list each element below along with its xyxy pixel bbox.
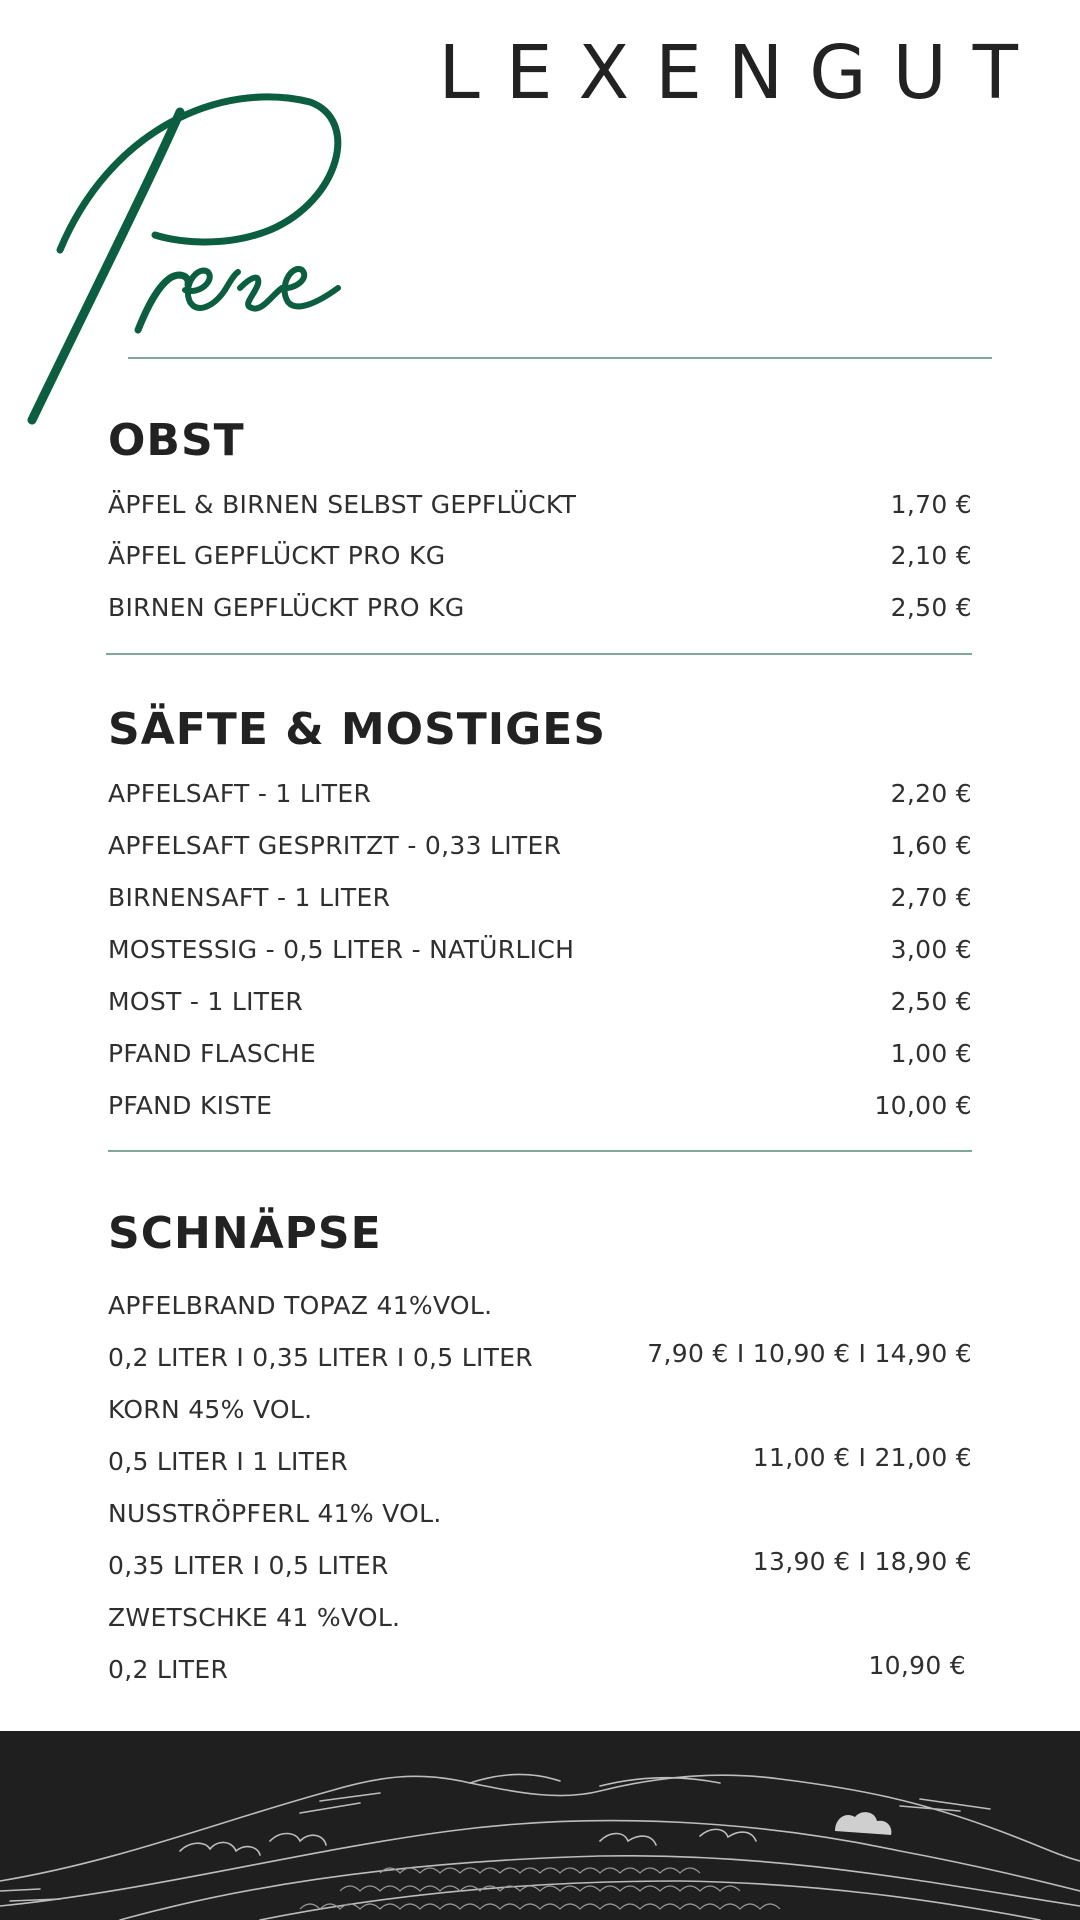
list-item [108, 1649, 966, 1689]
item-name: PFAND FLASCHE [108, 1038, 316, 1068]
item-price: 3,00 € [890, 934, 972, 964]
item-price: 10,90 € [868, 1650, 966, 1680]
item-price: 1,70 € [890, 489, 972, 519]
item-name: PFAND KISTE [108, 1090, 273, 1120]
item-name: ÄPFEL GEPFLÜCKT PRO KG [108, 540, 446, 570]
item-price: 10,00 € [874, 1090, 972, 1120]
item-name: APFELSAFT - 1 LITER [108, 778, 372, 808]
list-item [108, 587, 972, 627]
item-sizes: 0,2 LITER I 0,35 LITER I 0,5 LITER [108, 1342, 533, 1372]
item-name: MOST - 1 LITER [108, 986, 304, 1016]
list-item [108, 1441, 972, 1481]
section-title-schnaepse: SCHNÄPSE [108, 1208, 382, 1259]
list-item [108, 929, 972, 969]
item-name: KORN 45% VOL. [108, 1395, 313, 1424]
list-item [108, 877, 972, 917]
item-price: 2,50 € [890, 986, 972, 1016]
item-price: 11,00 € I 21,00 € [752, 1442, 972, 1472]
item-sizes: 0,2 LITER [108, 1654, 229, 1684]
section-divider [108, 1150, 972, 1152]
item-name: MOSTESSIG - 0,5 LITER - NATÜRLICH [108, 934, 575, 964]
item-price: 2,20 € [890, 778, 972, 808]
item-name: ZWETSCHKE 41 %VOL. [108, 1603, 401, 1632]
list-item [108, 1033, 972, 1073]
list-item [108, 535, 972, 575]
title-script-preise [20, 90, 350, 430]
item-price: 1,60 € [890, 830, 972, 860]
item-name: BIRNEN GEPFLÜCKT PRO KG [108, 592, 465, 622]
item-price: 7,90 € I 10,90 € I 14,90 € [647, 1338, 972, 1368]
item-price: 2,70 € [890, 882, 972, 912]
item-price: 2,10 € [890, 540, 972, 570]
list-item [108, 1545, 972, 1585]
item-name: APFELSAFT GESPRITZT - 0,33 LITER [108, 830, 562, 860]
list-item [108, 773, 972, 813]
list-item [108, 484, 972, 524]
item-sizes: 0,35 LITER I 0,5 LITER [108, 1550, 389, 1580]
list-item [108, 1085, 972, 1125]
brand-logo: LEXENGUT [438, 30, 1044, 116]
title-divider [128, 357, 992, 359]
item-name: BIRNENSAFT - 1 LITER [108, 882, 391, 912]
list-item [108, 825, 972, 865]
vineyard-hills-icon [0, 1731, 1080, 1920]
section-divider [106, 653, 972, 655]
item-name: ÄPFEL & BIRNEN SELBST GEPFLÜCKT [108, 489, 577, 519]
item-sizes: 0,5 LITER I 1 LITER [108, 1446, 349, 1476]
item-price: 2,50 € [890, 592, 972, 622]
list-item [108, 1337, 972, 1377]
section-title-saefte-mostiges: SÄFTE & MOSTIGES [108, 704, 607, 755]
item-name: APFELBRAND TOPAZ 41%VOL. [108, 1291, 493, 1320]
item-name: NUSSTRÖPFERL 41% VOL. [108, 1499, 442, 1528]
item-price: 1,00 € [890, 1038, 972, 1068]
footer-illustration [0, 1731, 1080, 1920]
item-price: 13,90 € I 18,90 € [752, 1546, 972, 1576]
list-item [108, 981, 972, 1021]
section-title-obst: OBST [108, 415, 245, 466]
